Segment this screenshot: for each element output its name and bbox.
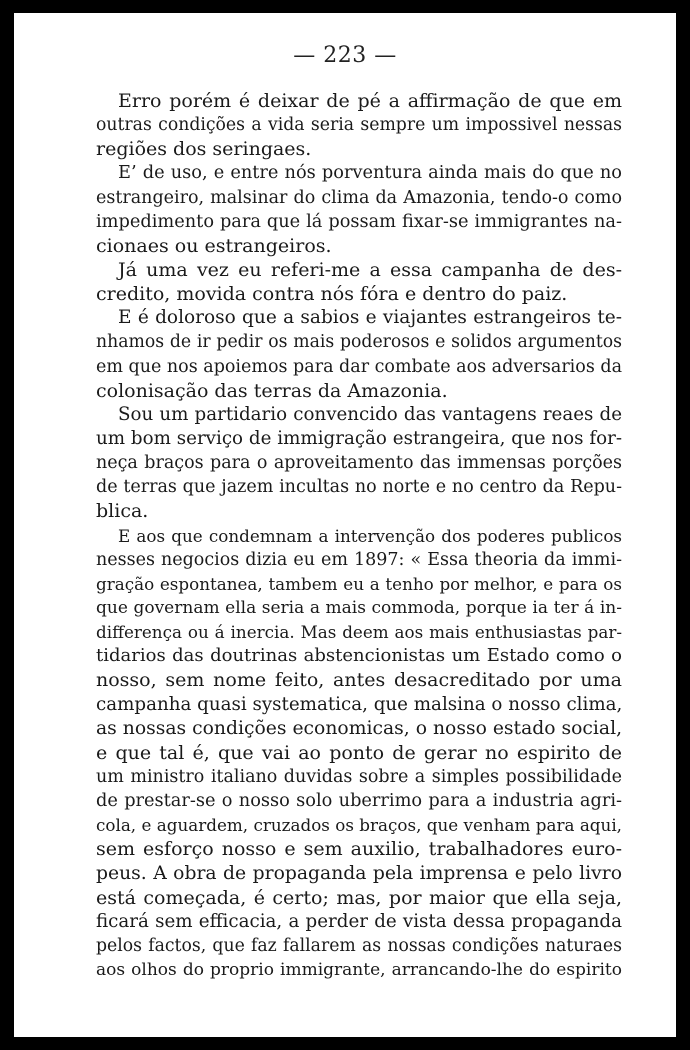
text-line: estrangeiro, malsinar do clima da Amazonia, tendo-o como [96,187,622,208]
text-line: impedimento para que lá possam fixar-se immigrantes na- [96,211,622,232]
text-line: um ministro italiano duvidas sobre a simples possibilidade [96,766,622,787]
text-line: campanha quasi systematica, que malsina o nosso clima, [96,693,622,715]
text-line: credito, movida contra nós fóra e dentro do paiz. [96,283,568,306]
text-line: nhamos de ir pedir os mais poderosos e solidos argumentos [96,332,622,353]
text-line: e que tal é, que vai ao ponto de gerar no espirito de [96,741,622,764]
text-line: tidarios das doutrinas abstencionistas um Estado como o [96,645,622,667]
book-page [14,13,676,1037]
text-line: E aos que condemnam a intervenção dos poderes publicos [118,525,622,546]
text-line: regiões dos seringaes. [96,138,312,161]
text-line: de prestar-se o nosso solo uberrimo para a industria agri- [96,791,622,812]
text-line: colonisação das terras da Amazonia. [96,379,448,402]
text-line: sem esforço nosso e sem auxilio, trabalhadores euro- [96,838,622,861]
text-line: um bom serviço de immigração estrangeira, que nos for- [96,427,622,449]
text-line: E’ de uso, e entre nós porventura ainda mais do que no [118,163,622,184]
text-line: aos olhos do proprio immigrante, arrancando-lhe do espirito [96,960,622,981]
text-line: nesses negocios dizia eu em 1897: « Essa theoria da immi- [96,549,622,570]
body-text [96,89,622,982]
text-line: neça braços para o aproveitamento das immensas porções [96,453,622,474]
page-number: — 223 — [293,43,397,68]
text-line: que governam ella seria a mais commoda, porque ia ter á in- [96,597,622,618]
text-line: Já uma vez eu referi-me a essa campanha de des- [118,258,622,281]
text-line: nosso, sem nome feito, antes desacreditado por uma [96,669,622,692]
text-line: Sou um partidario convencido das vantagens reaes de [118,403,622,425]
text-line: em que nos apoiemos para dar combate aos adversarios da [96,356,622,377]
text-line: E é doloroso que a sabios e viajantes estrangeiros te- [118,307,622,329]
text-line: cola, e aguardem, cruzados os braços, que venham para aqui, [96,815,622,836]
text-line: blica. [96,500,149,523]
text-line: differença ou á inercia. Mas deem aos mais enthusiastas par- [96,622,622,643]
text-line: gração espontanea, tambem eu a tenho por melhor, e para os [96,573,622,594]
text-line: de terras que jazem incultas no norte e no centro da Repu- [96,477,622,498]
text-line: peus. A obra de propaganda pela imprensa e pelo livro [96,862,622,884]
text-line: outras condições a vida seria sempre um impossivel nessas [96,115,622,136]
text-line: as nossas condições economicas, o nosso estado social, [96,717,622,739]
text-line: pelos factos, que faz fallarem as nossas condições naturaes [96,935,622,956]
text-line: Erro porém é deixar de pé a affirmação de que em [118,90,622,112]
text-line: ficará sem efficacia, a perder de vista dessa propaganda [96,910,622,932]
text-line: está começada, é certo; mas, por maior que ella seja, [96,886,622,909]
text-line: cionaes ou estrangeiros. [96,234,332,257]
